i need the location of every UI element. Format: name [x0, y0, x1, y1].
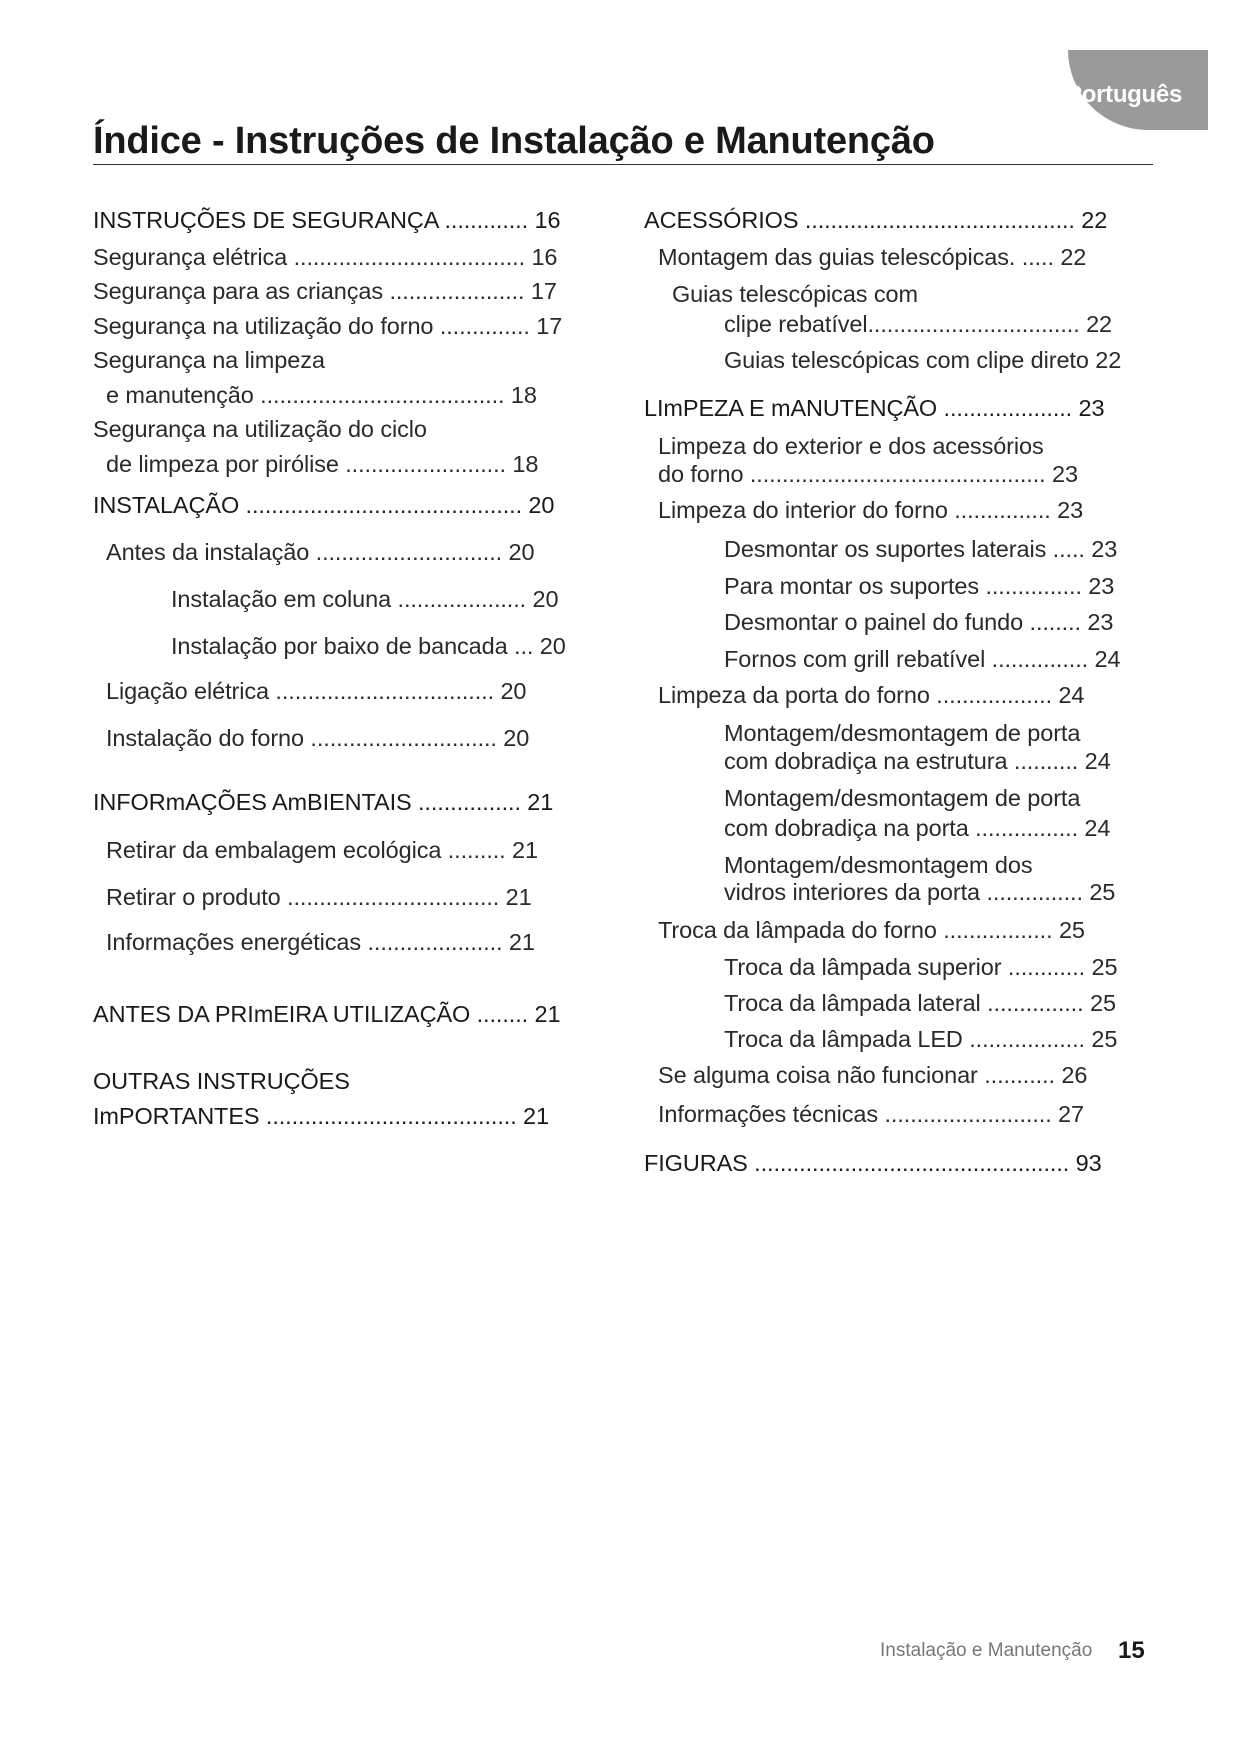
toc-item-child-safety[interactable]: Segurança para as crianças ..................... 17 [93, 278, 557, 304]
toc-item-door-glass[interactable]: Montagem/desmontagem dos [724, 852, 1033, 878]
toc-item-oven-use-safety[interactable]: Segurança na utilização do forno .............. 17 [93, 313, 563, 339]
toc-heading-figures[interactable]: FIGURAS ................................................. 93 [644, 1150, 1102, 1176]
toc-item-exterior-cleaning[interactable]: Limpeza do exterior e dos acessórios [658, 433, 1044, 459]
toc-item-pyrolysis-safety-cont[interactable]: de limpeza por pirólise ......................... 18 [106, 451, 539, 477]
toc-item-interior-cleaning[interactable]: Limpeza do interior do forno ............... 23 [658, 497, 1084, 523]
toc-item-column-installation[interactable]: Instalação em coluna .................... 20 [171, 586, 559, 612]
page-number: 15 [1118, 1637, 1145, 1664]
page-title: Índice - Instruções de Instalação e Manutenção [93, 118, 1153, 165]
toc-item-door-glass-cont[interactable]: vidros interiores da porta ............... 25 [724, 879, 1116, 905]
toc-item-direct-clip-guides[interactable]: Guias telescópicas com clipe direto 22 [724, 347, 1122, 373]
toc-heading-cleaning[interactable]: LImPEZA E mANUTENÇÃO .................... 23 [644, 395, 1105, 421]
toc-item-cleaning-safety-cont[interactable]: e manutenção ...................................... 18 [106, 382, 537, 408]
toc-item-remove-side-racks[interactable]: Desmontar os suportes laterais ..... 23 [724, 536, 1118, 562]
toc-item-door-frame-hinge[interactable]: Montagem/desmontagem de porta [724, 720, 1081, 746]
toc-item-cleaning-safety[interactable]: Segurança na limpeza [93, 347, 325, 373]
toc-item-exterior-cleaning-cont[interactable]: do forno .............................................. 23 [658, 461, 1078, 487]
toc-item-door-cleaning[interactable]: Limpeza da porta do forno .................. 24 [658, 682, 1085, 708]
toc-heading-accessories[interactable]: ACESSÓRIOS .......................................... 22 [644, 207, 1108, 233]
toc-heading-first-use[interactable]: ANTES DA PRImEIRA UTILIZAÇÃO ........ 21 [93, 1001, 561, 1027]
toc-item-side-lamp[interactable]: Troca da lâmpada lateral ............... 25 [724, 990, 1116, 1016]
toc-item-pyrolysis-safety[interactable]: Segurança na utilização do ciclo [93, 416, 427, 442]
toc-heading-installation[interactable]: INSTALAÇÃO ........................................... 20 [93, 492, 555, 518]
toc-item-lamp-replacement[interactable]: Troca da lâmpada do forno ................. 25 [658, 917, 1085, 943]
toc-item-back-panel[interactable]: Desmontar o painel do fundo ........ 23 [724, 609, 1114, 635]
toc-item-led-lamp[interactable]: Troca da lâmpada LED .................. 25 [724, 1026, 1118, 1052]
toc-item-before-installation[interactable]: Antes da instalação ............................. 20 [106, 539, 535, 565]
toc-heading-other-instructions[interactable]: OUTRAS INSTRUÇÕES [93, 1068, 350, 1094]
toc-item-technical-info[interactable]: Informações técnicas .......................... 27 [658, 1101, 1084, 1127]
toc-item-oven-installation[interactable]: Instalação do forno ............................. 20 [106, 725, 530, 751]
toc-item-clip-guides[interactable]: Guias telescópicas com [672, 281, 918, 307]
toc-heading-other-instructions-cont[interactable]: ImPORTANTES ....................................... 21 [93, 1103, 549, 1129]
toc-item-door-hinge-cont[interactable]: com dobradiça na porta ................ 24 [724, 815, 1111, 841]
footer-section-title: Instalação e Manutenção [880, 1640, 1093, 1661]
toc-item-under-counter-installation[interactable]: Instalação por baixo de bancada ... 20 [171, 633, 566, 659]
toc-item-remove-product[interactable]: Retirar o produto ................................. 21 [106, 884, 532, 910]
toc-item-packaging[interactable]: Retirar da embalagem ecológica ......... 21 [106, 837, 538, 863]
toc-item-telescopic-guides[interactable]: Montagem das guias telescópicas. ..... 22 [658, 244, 1087, 270]
toc-item-energy-info[interactable]: Informações energéticas ..................... 21 [106, 929, 535, 955]
toc-item-folding-grill[interactable]: Fornos com grill rebatível ............... 24 [724, 646, 1121, 672]
toc-heading-safety[interactable]: INSTRUÇÕES DE SEGURANÇA ............. 16 [93, 207, 561, 233]
toc-item-door-frame-hinge-cont[interactable]: com dobradiça na estrutura .......... 24 [724, 748, 1111, 774]
toc-heading-environmental[interactable]: INFORmAÇÕES AmBIENTAIS ................ 21 [93, 789, 554, 815]
toc-item-clip-guides-cont[interactable]: clipe rebatível................................. 22 [724, 311, 1113, 337]
language-label: Português [1066, 81, 1182, 108]
toc-item-electrical-safety[interactable]: Segurança elétrica .................................... 16 [93, 244, 558, 270]
toc-item-electrical-connection[interactable]: Ligação elétrica .................................. 20 [106, 678, 527, 704]
toc-item-door-hinge[interactable]: Montagem/desmontagem de porta [724, 785, 1081, 811]
toc-item-mount-racks[interactable]: Para montar os suportes ............... 23 [724, 573, 1115, 599]
toc-item-top-lamp[interactable]: Troca da lâmpada superior ............ 25 [724, 954, 1118, 980]
toc-item-troubleshooting[interactable]: Se alguma coisa não funcionar ........... 26 [658, 1062, 1088, 1088]
